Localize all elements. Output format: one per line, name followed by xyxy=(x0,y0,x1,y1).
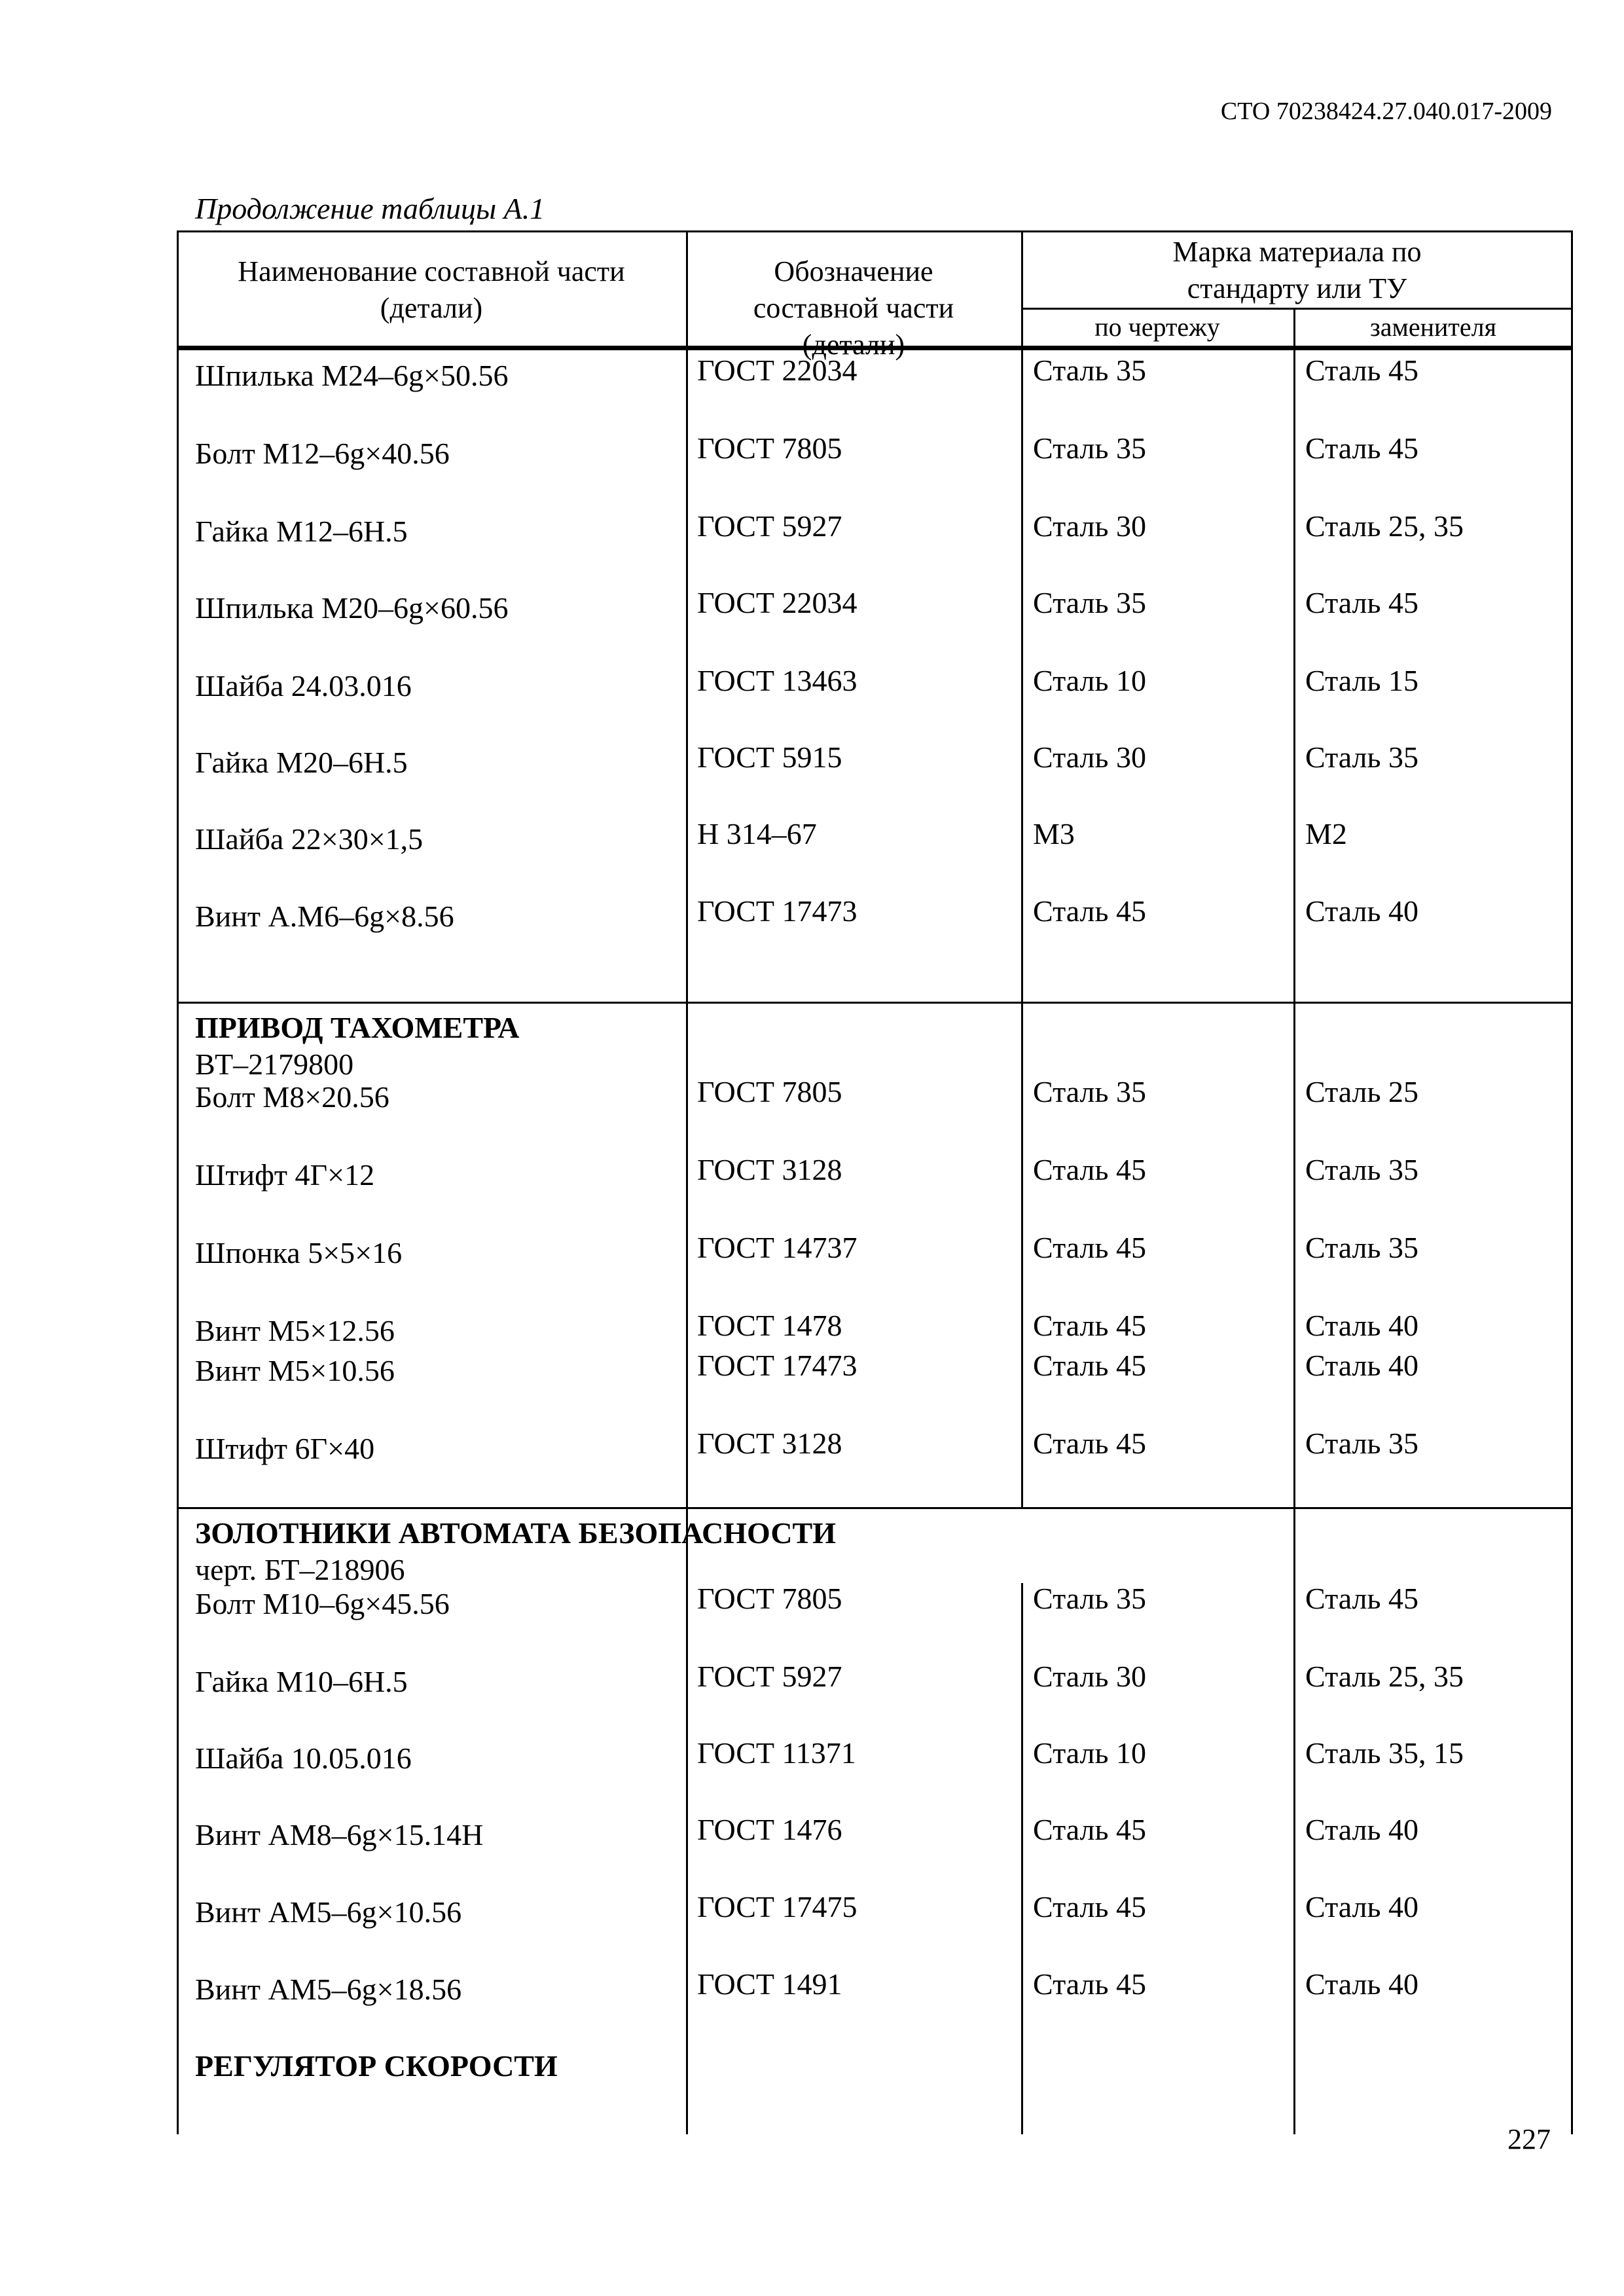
material-substitute: Сталь 35, 15 xyxy=(1305,1736,1464,1770)
material-by-drawing: Сталь 35 xyxy=(1033,354,1146,387)
column-divider-material xyxy=(1021,1583,1023,2134)
material-substitute: Сталь 25, 35 xyxy=(1305,1660,1464,1693)
section-title: ПРИВОД ТАХОМЕТРА xyxy=(195,1011,520,1044)
part-name: Штифт 4Г×12 xyxy=(195,1158,375,1192)
section-heading xyxy=(195,1010,519,1083)
part-name: Штифт 6Г×40 xyxy=(195,1432,375,1465)
part-code: ГОСТ 1491 xyxy=(697,1967,842,2001)
material-substitute: Сталь 35 xyxy=(1305,1153,1418,1186)
part-code: ГОСТ 17475 xyxy=(697,1890,857,1923)
material-by-drawing: Сталь 35 xyxy=(1033,1075,1146,1108)
material-by-drawing: Сталь 35 xyxy=(1033,1582,1146,1615)
material-by-drawing: Сталь 45 xyxy=(1033,1813,1146,1846)
material-by-drawing: Сталь 35 xyxy=(1033,586,1146,619)
header-code-column: Обозначение составной части (детали) xyxy=(753,255,954,361)
part-code: ГОСТ 5927 xyxy=(697,1660,842,1693)
part-code: ГОСТ 13463 xyxy=(697,664,857,697)
part-name: Винт АМ5–6g×18.56 xyxy=(195,1973,462,2006)
part-name: Болт М10–6g×45.56 xyxy=(195,1587,450,1620)
part-name: Гайка М20–6Н.5 xyxy=(195,746,408,779)
material-substitute: Сталь 45 xyxy=(1305,1582,1418,1615)
part-name: Винт АМ8–6g×15.14Н xyxy=(195,1818,484,1851)
part-name: Шпилька М20–6g×60.56 xyxy=(195,591,509,625)
material-substitute: Сталь 40 xyxy=(1305,1890,1418,1923)
part-code: ГОСТ 7805 xyxy=(697,1582,842,1615)
part-code: ГОСТ 1476 xyxy=(697,1813,842,1846)
document-code: СТО 70238424.27.040.017-2009 xyxy=(1220,98,1552,125)
material-by-drawing: Сталь 30 xyxy=(1033,740,1146,774)
header-name-column: Наименование составной части (детали) xyxy=(238,255,625,324)
material-substitute: М2 xyxy=(1305,817,1347,850)
material-substitute: Сталь 45 xyxy=(1305,354,1418,387)
part-code: ГОСТ 7805 xyxy=(697,1075,842,1108)
material-by-drawing: Сталь 45 xyxy=(1033,1890,1146,1923)
material-by-drawing: Сталь 45 xyxy=(1033,1231,1146,1264)
material-by-drawing: Сталь 35 xyxy=(1033,431,1146,465)
material-substitute: Сталь 35 xyxy=(1305,1231,1418,1264)
section-heading xyxy=(195,1515,836,1588)
material-substitute: Сталь 40 xyxy=(1305,1309,1418,1342)
material-by-drawing: Сталь 10 xyxy=(1033,664,1146,697)
material-substitute: Сталь 40 xyxy=(1305,1967,1418,2001)
material-substitute: Сталь 25, 35 xyxy=(1305,509,1464,543)
section-divider xyxy=(177,1507,1573,1509)
part-name: Гайка М12–6Н.5 xyxy=(195,515,408,548)
part-code: Н 314–67 xyxy=(697,817,817,850)
part-code: ГОСТ 7805 xyxy=(697,431,842,465)
header-substitute: заменителя xyxy=(1369,312,1497,342)
column-divider-substitute xyxy=(1293,308,1295,2134)
material-by-drawing: Сталь 45 xyxy=(1033,894,1146,928)
material-by-drawing: Сталь 10 xyxy=(1033,1736,1146,1770)
material-by-drawing: Сталь 45 xyxy=(1033,1153,1146,1186)
part-name: Винт М5×12.56 xyxy=(195,1314,395,1347)
material-substitute: Сталь 40 xyxy=(1305,1813,1418,1846)
table-continuation-caption: Продолжение таблицы А.1 xyxy=(195,192,545,225)
table-top-border xyxy=(177,230,1573,232)
material-substitute: Сталь 40 xyxy=(1305,1349,1418,1382)
header-group-divider xyxy=(1021,308,1573,310)
material-substitute: Сталь 45 xyxy=(1305,586,1418,619)
part-code: ГОСТ 22034 xyxy=(697,586,857,619)
material-by-drawing: Сталь 45 xyxy=(1033,1309,1146,1342)
material-substitute: Сталь 40 xyxy=(1305,894,1418,928)
part-code: ГОСТ 3128 xyxy=(697,1427,842,1460)
table-left-border xyxy=(177,230,179,2134)
section-subtitle: черт. БТ–218906 xyxy=(195,1553,405,1586)
part-code: ГОСТ 14737 xyxy=(697,1231,857,1264)
material-substitute: Сталь 25 xyxy=(1305,1075,1418,1108)
section-divider xyxy=(177,1002,1573,1004)
part-name: Гайка М10–6Н.5 xyxy=(195,1665,408,1698)
material-by-drawing: Сталь 45 xyxy=(1033,1427,1146,1460)
part-code: ГОСТ 5927 xyxy=(697,509,842,543)
header-by-drawing: по чертежу xyxy=(1094,312,1220,342)
part-name: Шайба 10.05.016 xyxy=(195,1741,412,1775)
part-name: Шпонка 5×5×16 xyxy=(195,1236,403,1269)
material-substitute: Сталь 15 xyxy=(1305,664,1418,697)
part-code: ГОСТ 1478 xyxy=(697,1309,842,1342)
material-substitute: Сталь 35 xyxy=(1305,740,1418,774)
material-by-drawing: Сталь 45 xyxy=(1033,1349,1146,1382)
material-substitute: Сталь 45 xyxy=(1305,431,1418,465)
section-subtitle: ВТ–2179800 xyxy=(195,1048,354,1081)
header-material-group: Марка материала по стандарту или ТУ xyxy=(1172,236,1422,304)
part-code: ГОСТ 17473 xyxy=(697,894,857,928)
page-number: 227 xyxy=(1507,2123,1551,2155)
material-substitute: Сталь 35 xyxy=(1305,1427,1418,1460)
section-title: ЗОЛОТНИКИ АВТОМАТА БЕЗОПАСНОСТИ xyxy=(195,1516,837,1550)
part-name: Болт М8×20.56 xyxy=(195,1080,389,1114)
part-code: ГОСТ 17473 xyxy=(697,1349,857,1382)
section-heading xyxy=(195,2048,558,2085)
table-right-border xyxy=(1571,230,1573,2134)
part-code: ГОСТ 5915 xyxy=(697,740,842,774)
column-divider-material xyxy=(1021,230,1023,1507)
part-name: Шайба 24.03.016 xyxy=(195,669,412,702)
part-name: Винт А.М6–6g×8.56 xyxy=(195,900,454,933)
part-name: Винт М5×10.56 xyxy=(195,1354,395,1387)
part-name: Болт М12–6g×40.56 xyxy=(195,437,450,470)
part-name: Шайба 22×30×1,5 xyxy=(195,822,424,856)
material-by-drawing: Сталь 30 xyxy=(1033,509,1146,543)
material-by-drawing: М3 xyxy=(1033,817,1075,850)
part-name: Шпилька М24–6g×50.56 xyxy=(195,359,509,392)
material-by-drawing: Сталь 30 xyxy=(1033,1660,1146,1693)
part-code: ГОСТ 11371 xyxy=(697,1736,856,1770)
parts-material-table xyxy=(177,230,1573,2134)
part-name: Винт АМ5–6g×10.56 xyxy=(195,1895,462,1929)
section-title: РЕГУЛЯТОР СКОРОСТИ xyxy=(195,2049,558,2083)
part-code: ГОСТ 22034 xyxy=(697,354,857,387)
material-by-drawing: Сталь 45 xyxy=(1033,1967,1146,2001)
part-code: ГОСТ 3128 xyxy=(697,1153,842,1186)
